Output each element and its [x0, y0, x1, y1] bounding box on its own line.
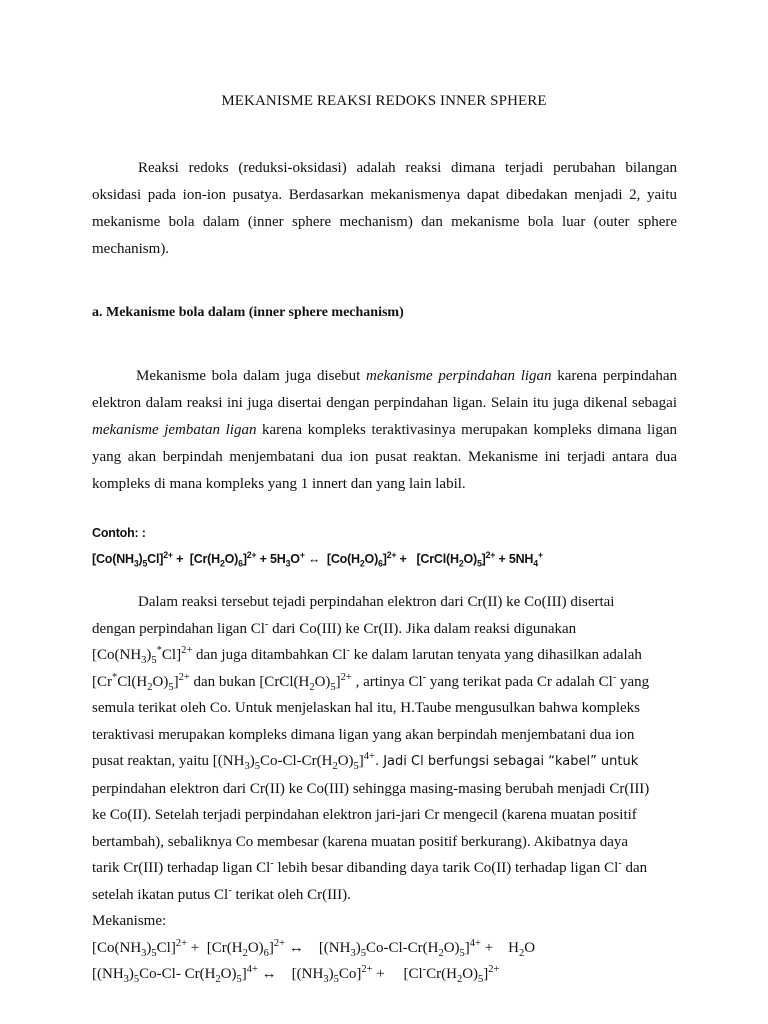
exp-line-12: setelah ikatan putus Cl- terikat oleh Cr(III).	[92, 884, 351, 903]
exp-text-1: Dalam reaksi tersebut tejadi perpindahan elektron dari Cr(II) ke Co(III) disertai	[138, 594, 615, 610]
contoh-label: Contoh: :	[92, 526, 146, 540]
exp-text-11c: dan	[621, 860, 648, 876]
exp-text-2a: dengan perpindahan ligan Cl	[92, 620, 265, 637]
exp-text-4e: yang	[616, 673, 650, 690]
exp-line-3: $[Co(NH_3)_5^*Cl]^{2+}$ dan juga ditambahkan Cl- ke dalam larutan tenyata yang dihasilkan adalah	[92, 645, 642, 666]
exp-line-8: perpindahan elektron dari Cr(II) ke Co(III) sehingga masing-masing berubah menjadi Cr(III)	[92, 780, 650, 797]
p1-italic-2: mekanisme jembatan ligan	[92, 422, 257, 438]
explanation-block	[92, 589, 692, 988]
exp-text-4c: , artinya Cl	[351, 673, 423, 690]
exp-text-11b: lebih besar dibanding daya tarik Co(II) terhadap ligan Cl	[273, 860, 619, 876]
exp-text-3b: dan juga ditambahkan Cl	[192, 647, 347, 663]
exp-text-7a: pusat reaktan, yaitu [(NH	[92, 753, 245, 769]
exp-line-7: pusat reaktan, yaitu $[(NH_3)_5Co-Cl-Cr(H_2O)_5]^{4+}$. Jadi Cl berfungsi sebagai “kabel” untuk	[92, 751, 639, 772]
mechanism-equation-2: [$(NH_3)_5Co-Cl-$ $Cr(H_2O)_5]^{4+}$ ↔ $[(NH_3)_5Co]^{2+}$ + $[Cl^-Cr(H_2O)_5]^{2+}$	[92, 964, 500, 985]
mechanism-equation-1: $[Co(NH_3)_5Cl]^{2+} + [Cr(H_2O)_6]^{2+}$ ↔ $[(NH_3)_5Co-Cl-Cr(H_2O)_5]^{4+}$ + $H_2O$	[92, 937, 536, 959]
exp-text-12a: setelah ikatan putus Cl	[92, 886, 229, 903]
exp-text-3c: ke dalam larutan tenyata yang dihasilkan adalah	[349, 647, 642, 663]
exp-text-7b: . Jadi Cl berfungsi sebagai “kabel” untuk	[374, 754, 639, 769]
exp-line-4: $[Cr^*Cl(H_2O)_5]^{2+}$ dan bukan $[CrCl(H_2O)_5]^{2+}$ , artinya Cl- yang terikat pada Cr adalah Cl- yang	[92, 671, 650, 693]
exp-text-11a: tarik Cr(III) terhadap ligan Cl	[92, 860, 271, 876]
exp-line-11: tarik Cr(III) terhadap ligan Cl- lebih besar dibanding daya tarik Co(II) terhadap ligan Cl- dan	[92, 858, 648, 876]
exp-line-1	[92, 589, 692, 616]
exp-text-4d: yang terikat pada Cr adalah Cl	[426, 673, 613, 690]
section-heading: a. Mekanisme bola dalam (inner sphere mechanism)	[92, 305, 404, 320]
example-equation: $[Co(NH_3)_5Cl]^{2+} + [Cr(H_2O)_6]^{2+} + 5H_3O^+$ ↔ $[Co(H_2O)_6]^{2+}$ + $[CrCl(H_2O)_5]^{2+} + 5NH_4^+$	[92, 549, 543, 569]
intro-text: Reaksi redoks (reduksi-oksidasi) adalah reaksi dimana terjadi perubahan bilangan oksidasi pada ion-ion pusatya. Berdasarkan mekanismenya dapat dibedakan menjadi 2, yaitu mekanisme bola dalam (inner sphere mechanism) dan mekanisme bola luar (outer sphere mechanism).	[92, 160, 677, 257]
mekanisme-label: Mekanisme:	[92, 913, 167, 929]
exp-text-12b: terikat oleh Cr(III).	[231, 886, 351, 903]
exp-line-10: bertambah), sebaliknya Co membesar (karena muatan positif berkurang). Akibatnya daya	[92, 833, 629, 850]
exp-text-2b: dari Co(III) ke Cr(II). Jika dalam reaksi digunakan	[268, 620, 577, 637]
exp-line-9: ke Co(II). Setelah terjadi perpindahan elektron jari-jari Cr mengecil (karena muatan positif	[92, 807, 637, 823]
p1-italic-1: mekanisme perpindahan ligan	[366, 368, 552, 384]
p1-text-2: karena perpindahan elektron dalam reaksi ini juga disertai dengan perpindahan ligan. Selain itu juga dikenal sebagai	[92, 368, 678, 411]
page-title: MEKANISME REAKSI REDOKS INNER SPHERE	[221, 93, 547, 109]
exp-line-5: semula terikat oleh Co. Untuk menjelaskan hal itu, H.Taube mengusulkan bahwa kompleks	[92, 700, 640, 716]
exp-line-6: teraktivasi merupakan kompleks dimana ligan yang akan berpindah menjembatani dua ion	[92, 726, 635, 743]
section-a-paragraph	[92, 363, 677, 498]
intro-paragraph	[92, 155, 677, 263]
exp-text-4b: dan bukan [CrCl(H	[189, 673, 310, 690]
p1-text-1: Mekanisme bola dalam juga disebut	[136, 368, 367, 384]
exp-line-2: dengan perpindahan ligan Cl- dari Co(III) ke Cr(II). Jika dalam reaksi digunakan	[92, 618, 577, 637]
p1-text-3: karena kompleks teraktivasinya merupakan kompleks dimana ligan yang akan berpindah menjembatani dua ion pusat reaktan. Mekanisme ini terjadi antara dua kompleks di mana kompleks yang 1 innert dan yang lain labil.	[92, 422, 677, 492]
